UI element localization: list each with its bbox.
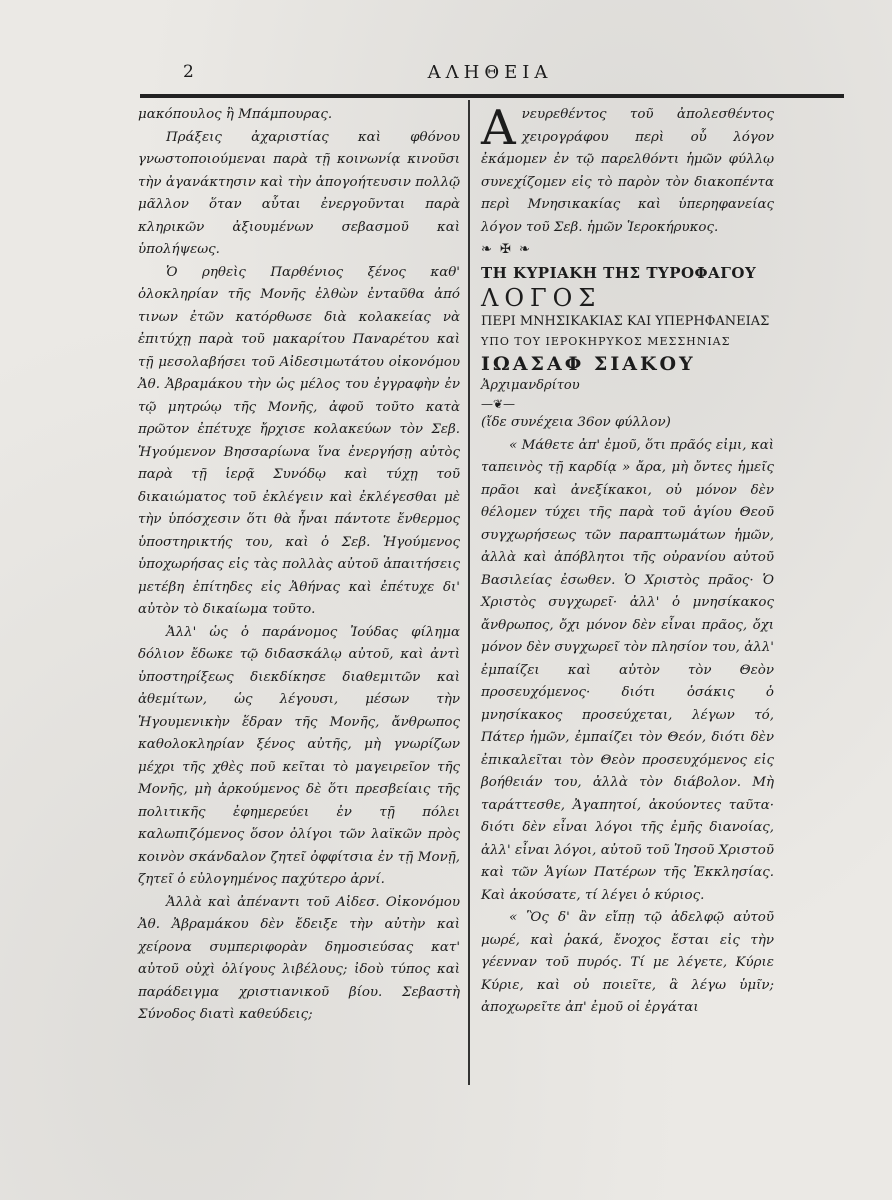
sermon-author-rank: Ἀρχιμανδρίτου xyxy=(481,378,580,393)
sermon-logos-title: ΛΟΓΟΣ xyxy=(481,284,602,312)
left-paragraph: Ἀλλ' ὡς ὁ παράνομος Ἰούδας φίλημα δόλιον ἔδωκε τῷ διδασκάλῳ αὐτοῦ, καὶ ἀντὶ ὑποστηρίξεως διεκδίκησε διαθεμιτῶν καὶ ἀθεμίτων, ὡς λέγουσι, μέσων τὴν Ἡγουμενικὴν ἕδραν τῆς Μονῆς, ἄνθρωπος καθολοκληρίαν ξένος αὐτῆς, μὴ γνωρίζων μέχρι τῆς χθὲς ποῦ κεῖται τὸ μαγειρεῖον τῆς Μονῆς, μὴ ἀρκούμενος δὲ ὅτι πρεσβείαις τῆς πολιτικῆς ἐφημερεύει ἐν τῇ πόλει καλωπιζόμενος ὅσον ὀλίγοι τῶν λαϊκῶν πρὸς κοινὸν σκάνδαλον ζητεῖ ὀφφίτσια ἐν τῇ Μονῇ, ζητεῖ ὁ εὐλογημένος παχύτερο ἀρνί. xyxy=(138,624,460,887)
drop-cap: Α xyxy=(481,100,516,156)
page-number: 2 xyxy=(183,62,194,82)
masthead-title: ΑΛΗΘΕΙΑ xyxy=(427,62,553,83)
left-paragraph: Ἀλλὰ καὶ ἀπέναντι τοῦ Αἰδεσ. Οἰκονόμου Ἀθ. Ἀβραμάκου δὲν ἔδειξε τὴν αὐτὴν καὶ χείρονα συμπεριφορὰν δημοσιεύσας κατ' αὐτοῦ οὐχὶ ὀλίγους λιβέλους; ἰδοὺ τύπος καὶ παράδειγμα χριστιανικοῦ βίου. Σεβαστὴ Σύνοδος διατὶ καθεύδεις; xyxy=(138,894,460,1022)
left-paragraph: μακόπουλος ἢ Μπάμπουρας. xyxy=(138,107,333,122)
right-paragraph: « Μάθετε ἀπ' ἐμοῦ, ὅτι πρᾶός εἰμι, καὶ ταπεινὸς τῇ καρδίᾳ » ἄρα, μὴ ὄντες ἡμεῖς πρᾶοι καὶ ἀνεξίκακοι, οὐ μόνον δὲν θέλομεν τύχει τῆς παρὰ τοῦ ἁγίου Θεοῦ συγχωρήσεως τῶν παραπτωμάτων ἡμῶν, ἀλλὰ καὶ ἀπόβλητοι τῆς οὐρανίου αὐτοῦ Βασιλείας ἐσωθεν. Ὁ Χριστὸς πρᾶος· Ὁ Χριστὸς συγχωρεῖ· ἀλλ' ὁ μνησίκακος ἄνθρωπος, ὄχι μόνον δὲν εἶναι πρᾶος, ὄχι μόνον δὲν συγχωρεῖ τὸν πλησίον του, ἀλλ' ἐμπαίζει καὶ αὐτὸν τὸν Θεὸν προσευχόμενος· διότι ὁσάκις ὁ μνησίκακος προσεύχεται, λέγων τό, Πάτερ ἡμῶν, ἐμπαίζει τὸν Θεόν, διότι δὲν ἐπικαλεῖται τὸν Θεὸν προσευχόμενος εἰς βοήθειάν του, ἀλλὰ τὸν διάβολον. Μὴ ταράττεσθε, Ἀγαπητοί, ἀκούοντες ταῦτα· διότι δὲν εἶναι λόγοι τῆς ἐμῆς διανοίας, ἀλλ' εἶναι λόγοι, αὐτοῦ τοῦ Ἰησοῦ Χριστοῦ καὶ τῶν Ἁγίων Πατέρων τῆς Ἐκκλησίας. Καὶ ἀκούσατε, τί λέγει ὁ κύριος. xyxy=(481,437,774,903)
ornament-divider: ❧ ✠ ❧ xyxy=(481,242,532,257)
left-column xyxy=(138,104,460,1027)
right-paragraph: « Ὃς δ' ἂν εἴπῃ τῷ ἀδελφῷ αὐτοῦ μωρέ, καὶ ῥακά, ἔνοχος ἔσται εἰς τὴν γέενναν τοῦ πυρός. Τί με λέγετε, Κύριε Κύριε, καὶ οὐ ποιεῖτε, ἃ λέγω ὑμῖν; ἀποχωρεῖτε ἀπ' ἐμοῦ οἱ ἐργάται xyxy=(481,910,774,1015)
intro-paragraph xyxy=(481,100,774,239)
sermon-day-title: ΤΗ ΚΥΡΙΑΚΗ ΤΗΣ ΤΥΡΟΦΑΓΟΥ xyxy=(481,263,757,282)
page-header xyxy=(140,60,840,92)
sermon-by-line: ΥΠΟ ΤΟΥ ΙΕΡΟΚΗΡΥΚΟΣ ΜΕΣΣΗΝΙΑΣ xyxy=(481,335,731,348)
small-rule: —❦— xyxy=(481,397,516,411)
intro-text: νευρεθέντος τοῦ ἀπολεσθέντος χειρογράφου περὶ οὗ λόγον ἐκάμομεν ἐν τῷ παρελθόντι ἡμῶν φύλλῳ συνεχίζομεν εἰς τὸ παρὸν τὸν διακοπέντα περὶ Μνησικακίας καὶ ὑπερηφανείας λόγον τοῦ Σεβ. ἡμῶν Ἱεροκήρυκος. xyxy=(481,107,774,235)
sermon-author-name: ΙΩΑΣΑΦ ΣΙΑΚΟΥ xyxy=(481,353,696,375)
continuation-note: (ἴδε συνέχεια 36ον φύλλον) xyxy=(481,415,671,430)
left-paragraph: Ὁ ρηθεὶς Παρθένιος ξένος καθ' ὁλοκληρίαν τῆς Μονῆς ἐλθὼν ἐνταῦθα ἀπό τινων ἐτῶν κατόρθωσε διὰ κολακείας νὰ ἐπιτύχῃ παρὰ τοῦ μακαρίτου Παναρέτου καὶ τῇ μεσολαβήσει τοῦ Αἰδεσιμωτάτου οἰκονόμου Ἀθ. Ἀβραμάκου τὴν ὡς μέλος του ἐγγραφὴν ἐν τῷ μητρώῳ τῆς Μονῆς, ἀφοῦ τοῦτο κατὰ πρῶτον ἐπέτυχε ἤρχισε κολακεύων τὸν Σεβ. Ἡγούμενον Βησσαρίωνα ἵνα ἐνεργήσῃ αὐτὸς παρὰ τῇ ἱερᾷ Συνόδῳ καὶ τύχῃ τοῦ δικαιώματος τοῦ ἐκλέγειν καὶ ἐκλέγεσθαι μὲ τὴν ὑπόσχεσιν ὅτι θὰ ἦναι πάντοτε ἔνθερμος ὑποστηρικτής του, καὶ ὁ Σεβ. Ἡγούμενος ὑποχωρήσας εἰς τὰς πολλὰς αὐτοῦ ἀπαιτήσεις μετέβη ἐπίτηδες εἰς Ἀθήνας καὶ ἐπέτυχε δι' αὐτὸν τὸ δικαίωμα τοῦτο. xyxy=(138,264,460,617)
right-column xyxy=(481,100,774,1020)
header-rule xyxy=(140,94,844,98)
sermon-subject-title: ΠΕΡΙ ΜΝΗΣΙΚΑΚΙΑΣ ΚΑΙ ΥΠΕΡΗΦΑΝΕΙΑΣ xyxy=(481,314,770,329)
left-paragraph: Πράξεις ἀχαριστίας καὶ φθόνου γνωστοποιούμεναι παρὰ τῇ κοινωνίᾳ κινοῦσι τὴν ἀγανάκτησιν καὶ τὴν ἀπογοήτευσιν πολλῷ μᾶλλον ὅταν αὗται ἐνεργοῦνται παρὰ κληρικῶν ἀξιουμένων σεβασμοῦ καὶ ὑπολήψεως. xyxy=(138,129,460,257)
column-divider xyxy=(468,100,470,1085)
